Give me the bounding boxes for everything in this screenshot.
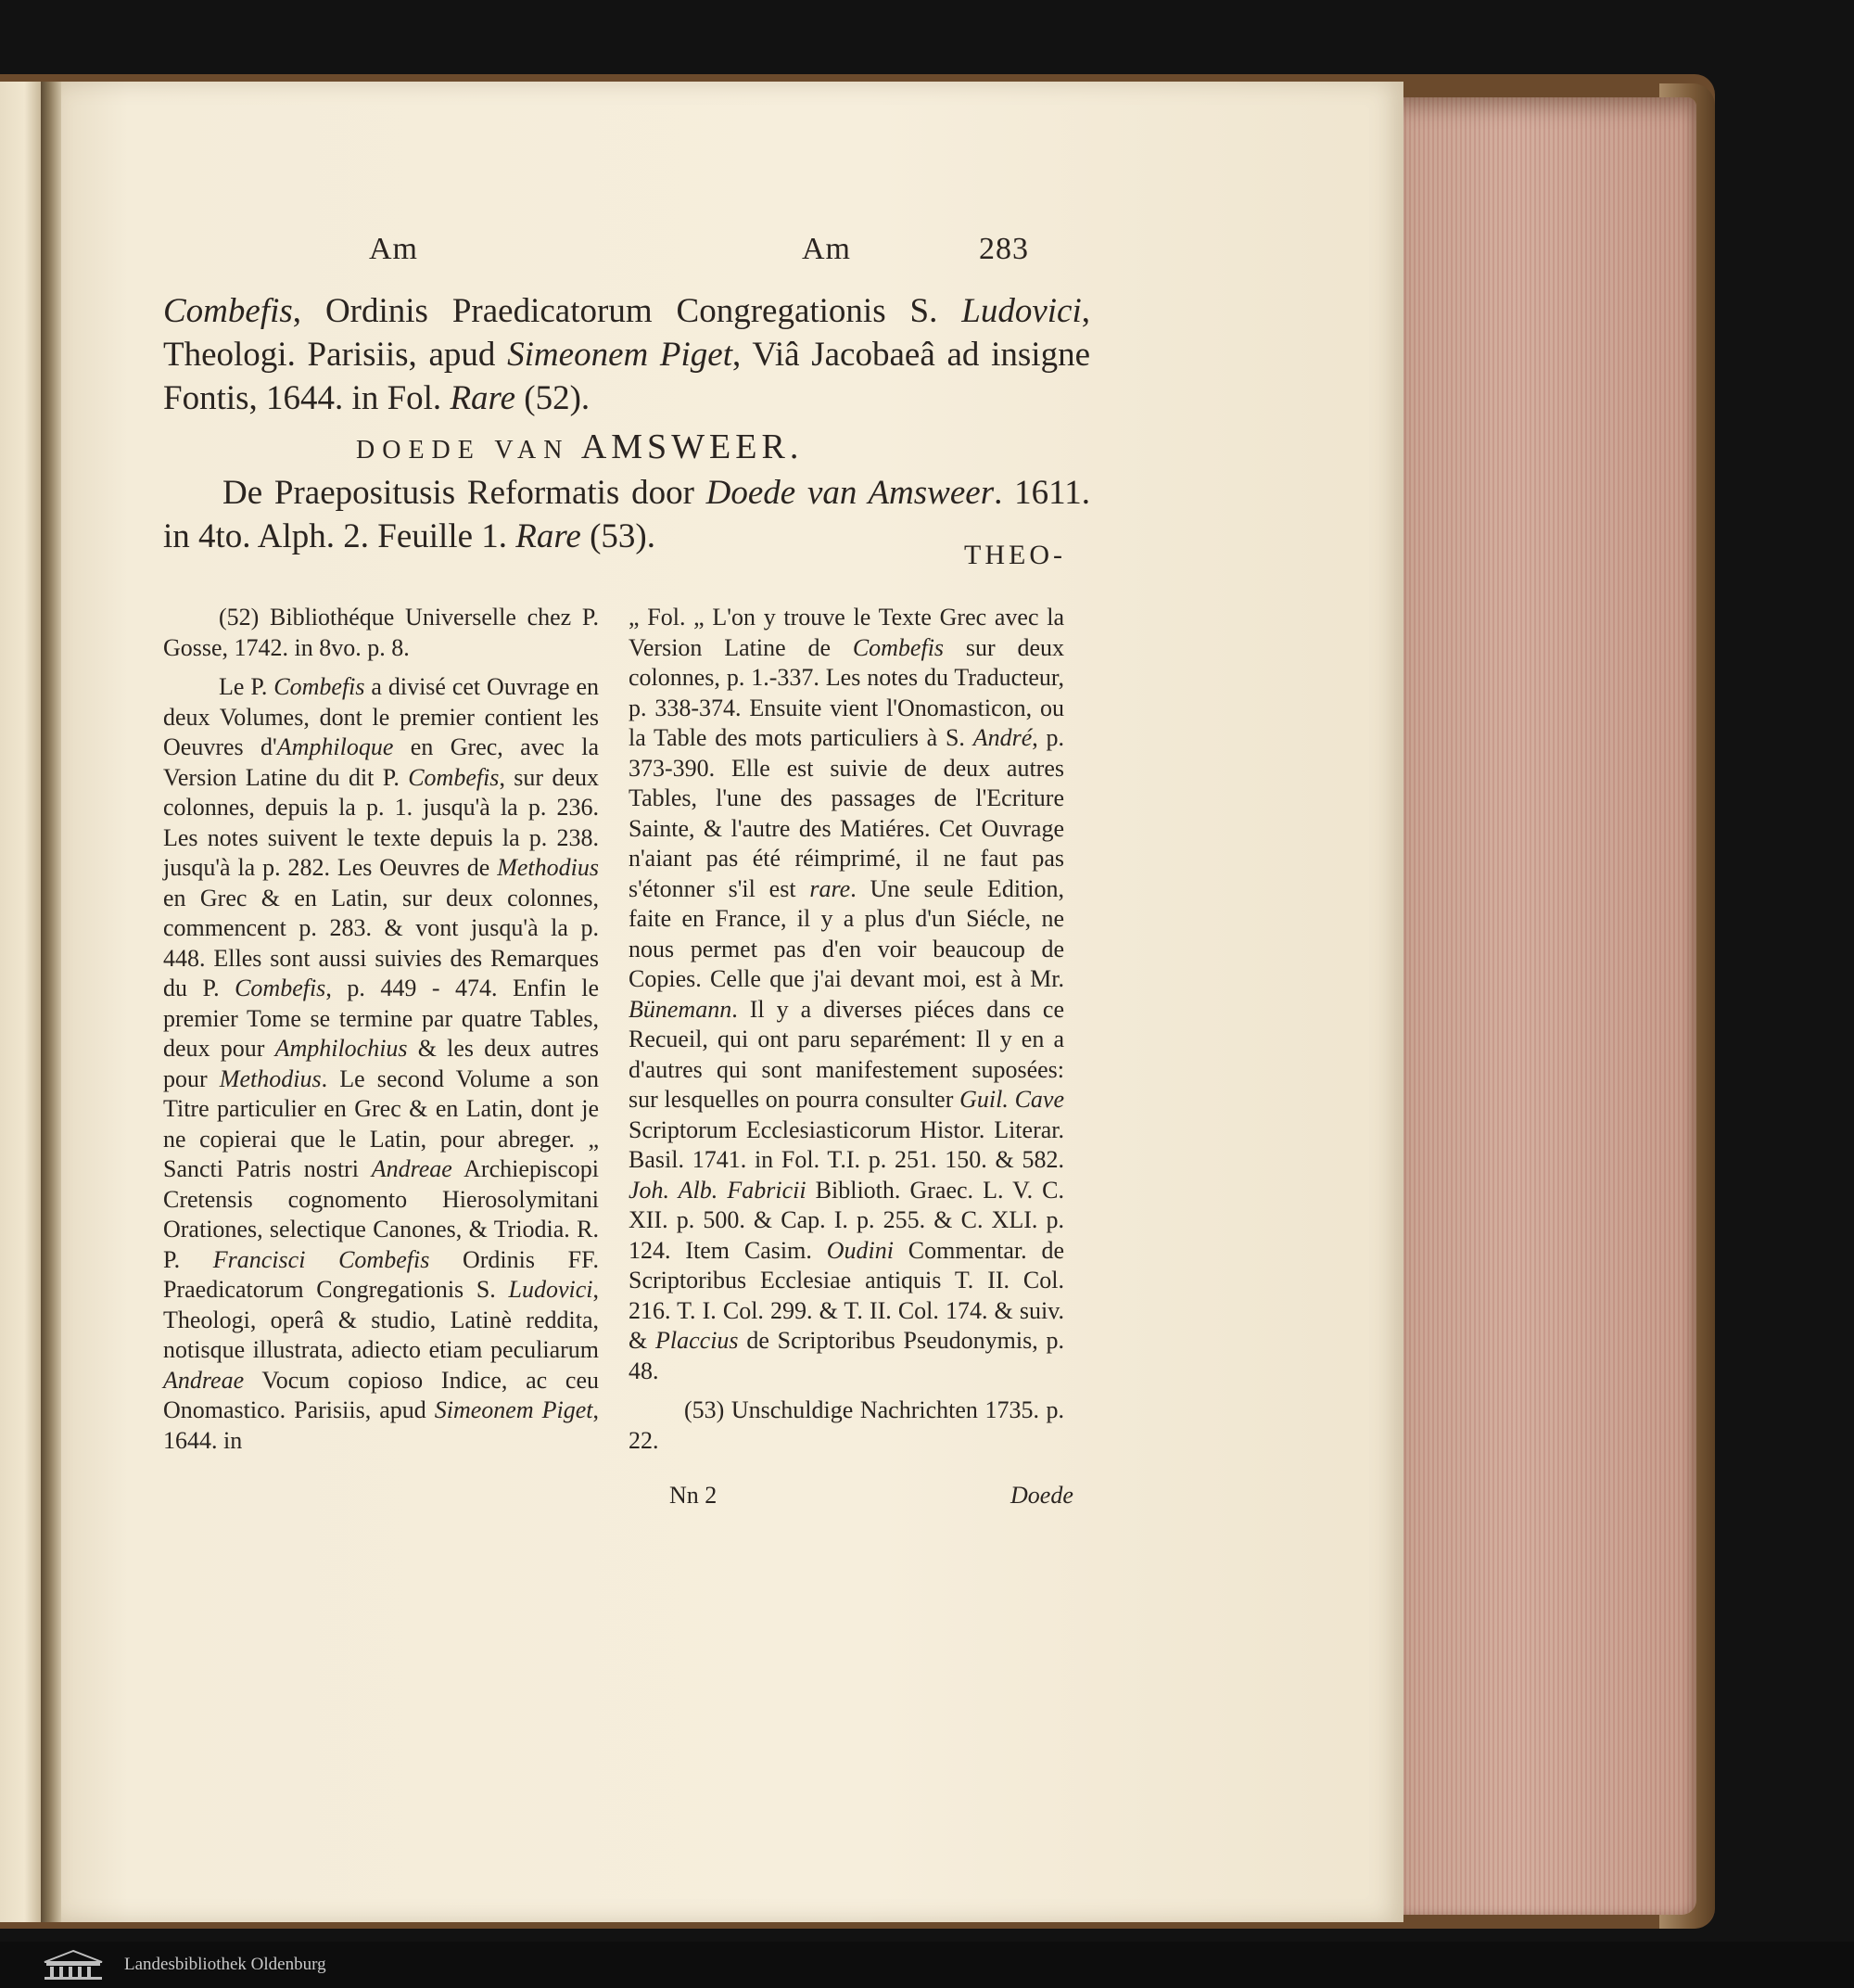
text-run: Biblioth. Graec. L. V. C. XII. p. 500. & Cap. I. p. 255. & C. XLI. p. 124. Item Casim. (629, 1176, 1064, 1264)
text-run: , Ordinis Praedicatorum Congregationis S. (292, 292, 962, 330)
text-run: Andreae (371, 1155, 452, 1182)
continuation-paragraph (163, 289, 1090, 420)
text-run: . Il y a diverses piéces dans ce Recueil, qui ont paru separément: Il y en a d'autres qui sont manifestement suposées: sur lesquelles on pourra consulter (629, 995, 1064, 1113)
text-run: Methodius (219, 1064, 322, 1092)
facing-page-edge (0, 82, 44, 1922)
text-run: Rare (450, 379, 515, 417)
catchword-top: THEO- (964, 540, 1066, 570)
library-name: Landesbibliothek Oldenburg (124, 1955, 326, 1974)
text-run: , Theologi. Parisiis, apud (163, 292, 1090, 374)
text-run: Placcius (655, 1327, 739, 1354)
text-run: . Une seule Edition, faite en France, il y a plus d'un Siécle, ne nous permet pas d'en voir beaucoup de Copies. Celle que j'ai devant moi, est à Mr. (629, 874, 1064, 992)
text-run: Ludovici (508, 1276, 593, 1303)
footnote-52-continued (629, 603, 1064, 1386)
text-run: Le P. (219, 673, 274, 700)
text-run: , sur deux colonnes, depuis la p. 1. jusqu'à la p. 236. Les notes suivent le texte depuis la p. 238. jusqu'à la p. 282. Les Oeuvres de (163, 763, 599, 881)
text-run: Amphiloque (276, 733, 394, 760)
text-run: en Grec, avec la Version Latine du dit P. (163, 733, 599, 791)
text-run: Doede van Amsweer (705, 474, 995, 512)
page-edges (1395, 97, 1696, 1915)
text-run: Oudini (826, 1236, 894, 1264)
text-run: Ludovici (961, 292, 1082, 330)
text-run: Amphilochius (274, 1035, 408, 1062)
text-run: Commentar. de Scriptoribus Ecclesiae antiquis T. II. Col. 216. T. I. Col. 299. & T. II. Col. 174. & suiv. & (629, 1236, 1065, 1354)
text-run: , 1644. in (163, 1396, 599, 1454)
text-run: Guil. Cave (959, 1086, 1064, 1113)
heading-small-caps: DOEDE VAN (356, 436, 570, 465)
text-run: Combefis (408, 763, 500, 791)
text-run: Ordinis FF. Praedicatorum Congregationis S. (163, 1245, 600, 1303)
text-run: (52). (515, 379, 590, 417)
text-run: Bünemann (629, 995, 732, 1023)
signature-mark: Nn 2 (669, 1482, 717, 1509)
catchword-bottom: Doede (1010, 1482, 1073, 1509)
text-run: Combefis (273, 673, 365, 700)
text-run: Andreae (163, 1366, 245, 1394)
library-building-icon (41, 1949, 106, 1981)
footnote-52: (52) Bibliothéque Universelle chez P. Gosse, 1742. in 8vo. p. 8. (163, 604, 599, 661)
running-head-left: Am (369, 232, 418, 266)
text-run: Combefis (163, 292, 293, 330)
text-run: . Le second Volume a son Titre particulier en Grec & en Latin, dont je ne copierai que le Latin, pour abreger. „ Sancti Patris nostri (163, 1064, 599, 1182)
text-run: Simeonem Piget (507, 336, 733, 374)
text-run: (53). (580, 517, 655, 555)
footnote-column-left (163, 603, 599, 1456)
text-run: Vocum copioso Indice, ac ceu Onomastico. Parisiis, apud (163, 1366, 599, 1423)
text-run: & les deux autres pour (163, 1035, 599, 1092)
heading-caps: AMSWEER. (569, 427, 804, 466)
text-run: André (972, 724, 1033, 751)
footnote-53: (53) Unschuldige Nachrichten 1735. p. 22. (629, 1396, 1064, 1454)
text-run: , Theologi, operâ & studio, Latinè reddita, notisque illustrata, adiecto etiam peculiarum (163, 1276, 599, 1363)
text-run: , p. 373-390. Elle est suivie de deux autres Tables, l'une des passages de l'Ecriture Sainte, & l'autre des Matiéres. Cet Ouvrage n'aiant pas été réimprimé, il ne faut pas s'étonner s'il est (629, 724, 1064, 902)
text-run: Combefis (852, 633, 945, 661)
text-run: „ Fol. „ L'on y trouve le Texte Grec avec la Version Latine de (629, 604, 1064, 661)
text-run: Methodius (497, 854, 599, 881)
footer-bar (0, 1942, 1854, 1988)
text-run: a divisé cet Ouvrage en deux Volumes, dont le premier contient les Oeuvres d' (163, 673, 599, 760)
text-run: en Grec & en Latin, sur deux colonnes, commencent p. 283. & vont jusqu'à la p. 448. Elles sont aussi suivies des Remarques du P. (163, 884, 599, 1001)
text-run: Scriptorum Ecclesiasticorum Histor. Literar. Basil. 1741. in Fol. T.I. p. 251. 150. & 582. (629, 1115, 1064, 1173)
text-run: Joh. Alb. Fabricii (629, 1176, 806, 1204)
text-run: , p. 449 - 474. Enfin le premier Tome se termine par quatre Tables, deux pour (163, 975, 599, 1062)
text-run: Francisci Combefis (212, 1245, 430, 1273)
text-run: Combefis (235, 975, 326, 1001)
footnote-column-right (629, 603, 1064, 1456)
text-run: De Praepositusis Reformatis door (222, 474, 706, 512)
entry-heading (356, 427, 803, 467)
text-run: Archiepiscopi Cretensis cognomento Hierosolymitani Orationes, selectique Canones, & Triodia. R. P. (163, 1155, 599, 1273)
entry-paragraph (163, 471, 1090, 558)
footnote-52-body (163, 672, 599, 1456)
text-run: Simeonem Piget (434, 1396, 593, 1423)
text-run: , Viâ Jacobaeâ ad insigne Fontis, 1644. in Fol. (163, 336, 1090, 417)
text-run: rare (809, 874, 851, 902)
gutter (41, 82, 63, 1922)
text-run: de Scriptoribus Pseudonymis, p. 48. (629, 1327, 1064, 1384)
page-number: 283 (979, 232, 1029, 266)
text-run: Rare (515, 517, 581, 555)
text-run: . 1611. in 4to. Alph. 2. Feuille 1. (163, 474, 1090, 555)
text-run: sur deux colonnes, p. 1.-337. Les notes du Traducteur, p. 338-374. Ensuite vient l'Onomasticon, ou la Table des mots particuliers à S. (629, 633, 1064, 751)
running-head-mid: Am (802, 232, 851, 266)
